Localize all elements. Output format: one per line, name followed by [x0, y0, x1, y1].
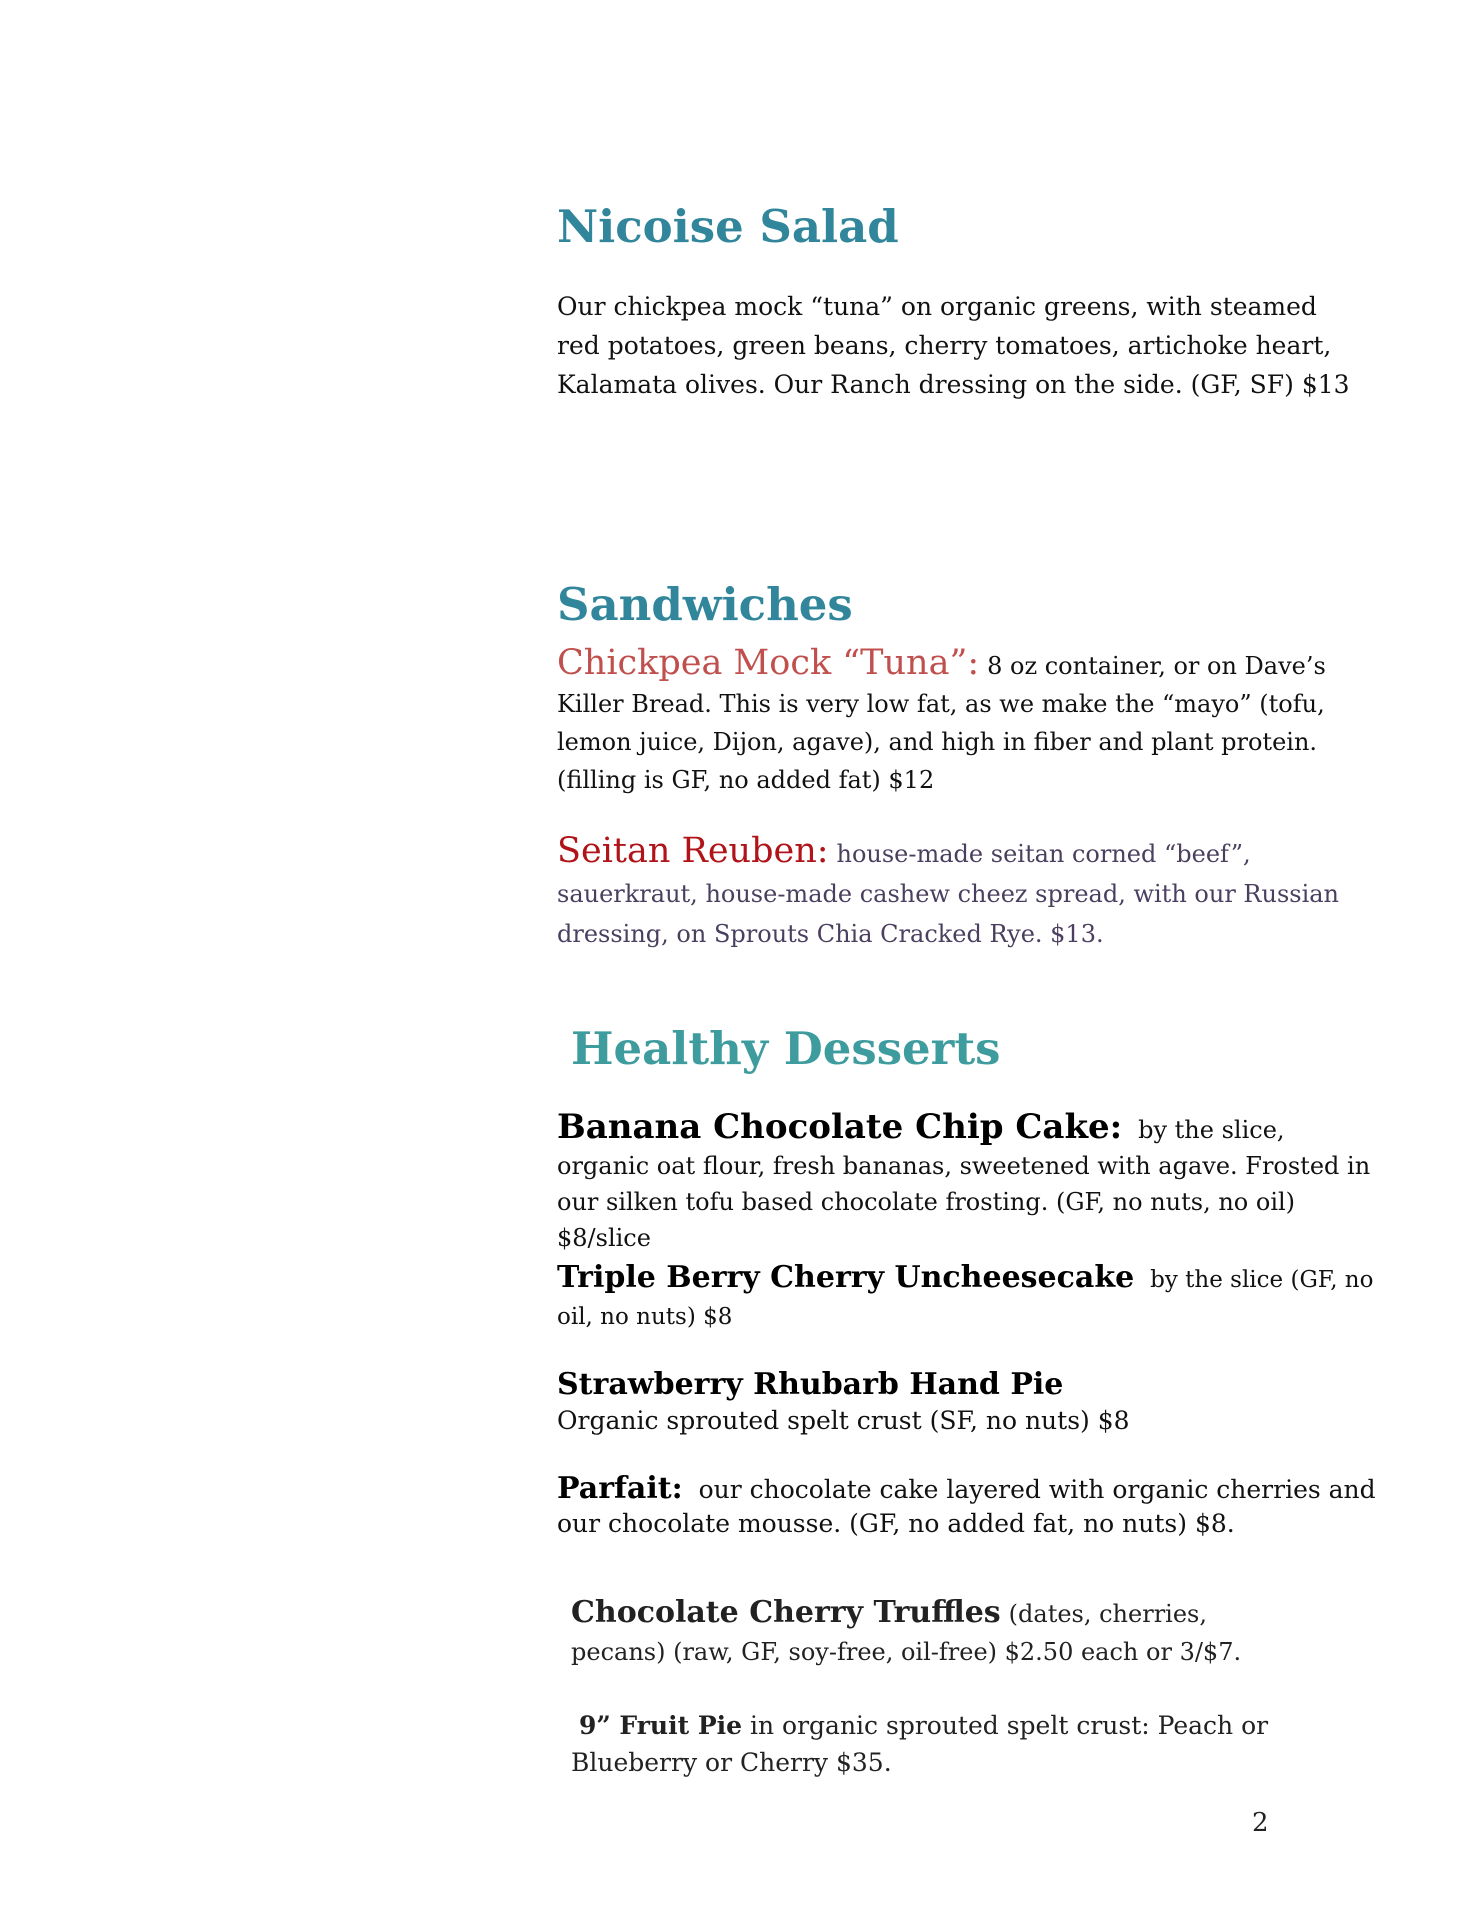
dessert-item-title: Banana Chocolate Chip Cake: — [557, 1107, 1123, 1147]
dessert-item-title: Chocolate Cherry Truffles — [571, 1595, 1001, 1630]
dessert-item-description: by the slice, organic oat flour, fresh bananas, sweetened with agave. Frosted in our silken tofu based chocolate frosting. (GF, no nuts, no oil) $8/slice — [557, 1116, 1371, 1252]
sandwich-item-description: 8 oz container, or on Dave’s Killer Bread. This is very low fat, as we make the “mayo” (tofu, lemon juice, Dijon, agave), and high in fiber and plant protein. (filling is GF, no added fat) $12 — [557, 652, 1326, 794]
sandwich-item-description: house-made seitan corned “beef”, sauerkraut, house-made cashew cheez spread, with our Russian dressing, on Sprouts Chia Cracked Rye. $13. — [557, 840, 1340, 948]
dessert-item-fruit-pie — [571, 1707, 1361, 1781]
dessert-item-description: by the slice (GF, no oil, no nuts) $8 — [557, 1267, 1374, 1330]
dessert-item-title: Triple Berry Cherry Uncheesecake — [557, 1260, 1135, 1295]
nicoise-description: Our chickpea mock “tuna” on organic greens, with steamed red potatoes, green beans, cherry tomatoes, artichoke heart, Kalamata olives. Our Ranch dressing on the side. (GF, SF) $13 — [557, 292, 1350, 399]
dessert-item-hand-pie — [557, 1366, 1377, 1438]
dessert-item-description: in organic sprouted spelt crust: Peach or Blueberry or Cherry $35. — [571, 1711, 1269, 1777]
dessert-item-title: 9” Fruit Pie — [578, 1711, 743, 1740]
nicoise-heading: Nicoise Salad — [557, 200, 899, 253]
page-number: 2 — [1252, 1808, 1269, 1838]
sandwich-item-title: Chickpea Mock “Tuna”: — [557, 643, 980, 683]
dessert-item-text — [571, 1594, 1291, 1671]
dessert-item-text — [557, 1107, 1377, 1256]
dessert-item-title: Parfait: — [557, 1471, 683, 1506]
dessert-item-uncheesecake — [557, 1260, 1377, 1335]
dessert-item-truffles — [571, 1594, 1291, 1671]
dessert-item-text — [571, 1707, 1361, 1781]
dessert-item-title: Strawberry Rhubarb Hand Pie — [557, 1367, 1064, 1402]
sandwich-item-tuna — [557, 645, 1372, 799]
dessert-item-description: our chocolate cake layered with organic cherries and our chocolate mousse. (GF, no added fat, no nuts) $8. — [557, 1475, 1376, 1538]
sandwich-item-reuben — [557, 832, 1357, 954]
dessert-item-parfait — [557, 1472, 1377, 1541]
dessert-item-description: Organic sprouted spelt crust (SF, no nuts) $8 — [557, 1406, 1130, 1435]
dessert-item-text — [557, 1260, 1377, 1335]
dessert-item-banana-cake — [557, 1107, 1377, 1256]
sandwich-item-tuna-text — [557, 645, 1372, 799]
sandwiches-heading: Sandwiches — [557, 578, 853, 631]
dessert-item-text — [557, 1472, 1377, 1541]
sandwich-item-title: Seitan Reuben: — [557, 831, 829, 871]
sandwich-item-reuben-text — [557, 832, 1357, 954]
dessert-item-description: (dates, cherries, pecans) (raw, GF, soy-free, oil-free) $2.50 each or 3/$7. — [571, 1600, 1242, 1666]
desserts-heading: Healthy Desserts — [571, 1022, 1001, 1075]
